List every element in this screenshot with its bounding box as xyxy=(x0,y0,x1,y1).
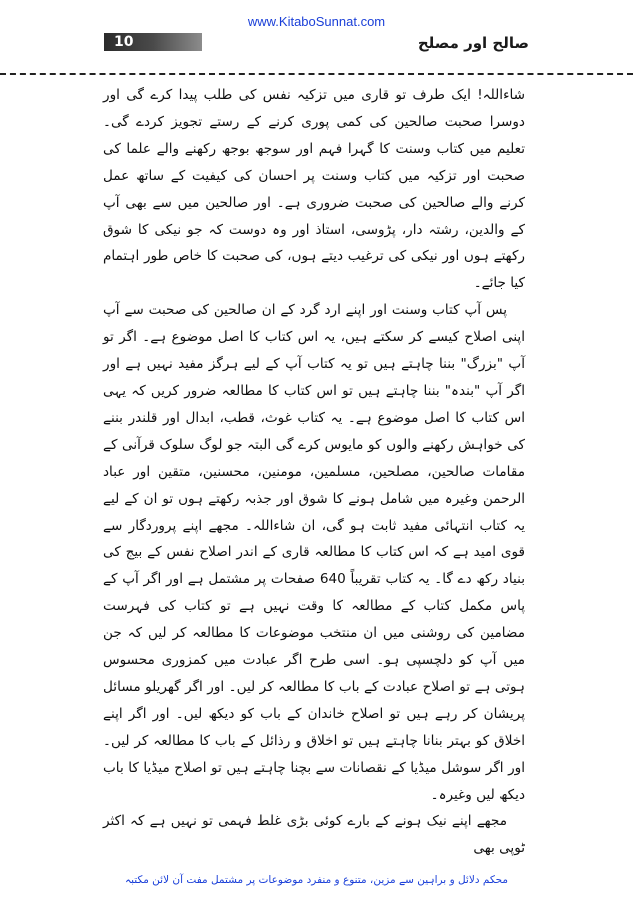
paragraph-3: مجھے اپنے نیک ہونے کے بارے کوئی بڑی غلط فہمی تو نہیں ہے کہ اکثر ٹوپی بھی xyxy=(103,813,525,857)
running-title: صالح اور مصلح xyxy=(417,34,529,52)
body-text xyxy=(103,82,525,862)
paragraph-1: شاءاللہ! ایک طرف تو قاری میں تزکیہ نفس کی طلب پیدا کرے گی اور دوسرا صحبت صالحین کی کمی پوری کرنے کے رستے تجویز کردے گی۔ تعلیم میں کتاب وسنت کا گہرا فہم اور سوجھ بوجھ رکھنے والے علما کی صحبت اور تزکیہ میں کتاب وسنت پر احسان کی کیفیت کے ساتھ عمل کرنے والے صالحین کی صحبت ضروری ہے۔ اور صالحین میں سے بھی آپ کے والدین، رشتہ دار، پڑوسی، استاذ اور وہ دوست کہ جو نیکی کا شوق رکھتے ہوں اور نیکی کی ترغیب دیتے ہوں، کی صحبت کا خاص طور اہتمام کیا جائے۔ xyxy=(103,87,525,292)
page-number: 10 xyxy=(104,33,202,51)
footer-tagline: محکم دلائل و براہین سے مزین، متنوع و منفرد موضوعات پر مشتمل مفت آن لائن مکتبہ xyxy=(124,874,509,886)
site-url[interactable]: www.KitaboSunnat.com xyxy=(247,14,386,29)
header-divider xyxy=(0,73,633,75)
paragraph-2: پس آپ کتاب وسنت اور اپنے ارد گرد کے ان صالحین کی صحبت سے آپ اپنی اصلاح کیسے کر سکتے ہیں، یہ اس کتاب کا اصل موضوع ہے۔ اگر تو آپ "بزرگ" بننا چاہتے ہیں تو یہ کتاب آپ کے لیے ہرگز مفید نہیں ہے اور اگر آپ "بندہ" بننا چاہتے ہیں تو اس کتاب کا مطالعہ ضرور کریں کہ یہی اس کتاب کا اصل موضوع ہے۔ یہ کتاب غوث، قطب، ابدال اور قلندر بننے کی خواہش رکھنے والوں کو مایوس کرے گی البتہ جو لوگ سلوک قرآنی کے مقامات صالحین، مصلحین، مسلمین، مومنین، محسنین، متقین اور عباد الرحمن وغیرہ میں شامل ہونے کا شوق اور جذبہ رکھتے ہوں تو ان کے لیے یہ کتاب انتہائی مفید ثابت ہو گی، ان شاءاللہ۔ مجھے اپنے پروردگار سے قوی امید ہے کہ اس کتاب کا مطالعہ قاری کے اندر اصلاح نفس کے بیج کی بنیاد رکھ دے گا۔ یہ کتاب تقریباً 640 صفحات پر مشتمل ہے اور اگر آپ کے پاس مکمل کتاب کے مطالعہ کا وقت نہیں ہے تو کتاب کی فہرست مضامین کی روشنی میں ان منتخب موضوعات کا مطالعہ کر لیں کہ جن میں آپ کو دلچسپی ہو۔ اسی طرح اگر عبادت میں کمزوری محسوس ہوتی ہے تو اصلاح عبادت کے باب کا مطالعہ کر لیں۔ اور اگر گھریلو مسائل پریشان کر رہے ہیں تو اصلاح خاندان کے باب کو دیکھ لیں۔ اور اگر اپنے اخلاق کو بہتر بنانا چاہتے ہیں تو اخلاق و رذائل کے باب کا مطالعہ کر لیں۔ اور اگر سوشل میڈیا کے نقصانات سے بچنا چاہتے ہیں تو اصلاح میڈیا کا باب دیکھ لیں وغیرہ۔ xyxy=(103,302,525,803)
